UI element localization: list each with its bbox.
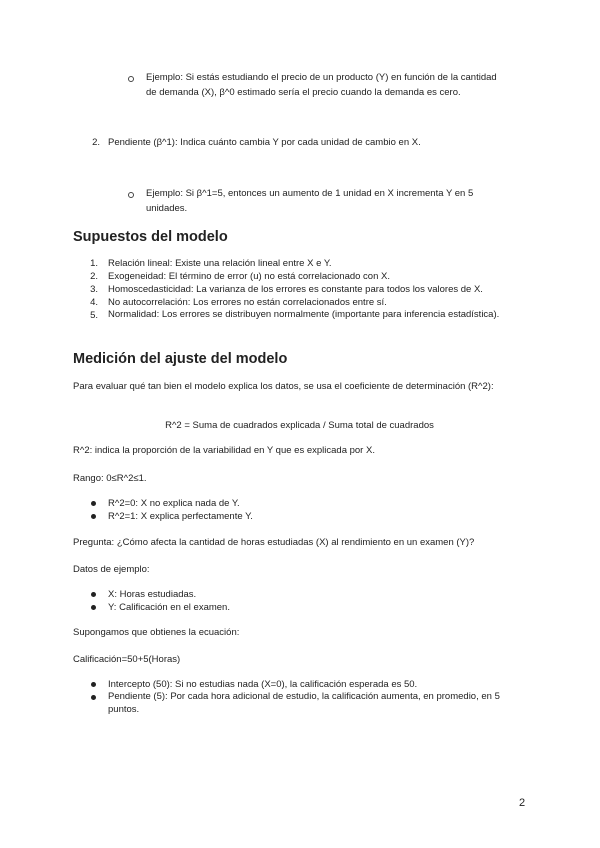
data-bullet: Y: Calificación en el examen. — [108, 602, 230, 613]
suppose-text: Supongamos que obtienes la ecuación: — [73, 627, 240, 638]
assumption-item: Exogeneidad: El término de error (u) no está correlacionado con X. — [108, 271, 390, 282]
circle-bullet-icon — [128, 76, 134, 82]
equation-text: Calificación=50+5(Horas) — [73, 654, 181, 665]
intercept-example-line2: de demanda (X), β^0 estimado sería el precio cuando la demanda es cero. — [146, 87, 461, 98]
fit-intro-paragraph: Para evaluar qué tan bien el modelo explica los datos, se usa el coeficiente de determinación (R^2): — [73, 381, 494, 392]
bullet-icon — [91, 682, 96, 687]
assumption-number: 3. — [90, 284, 98, 295]
r2-formula: R^2 = Suma de cuadrados explicada / Suma total de cuadrados — [165, 420, 434, 431]
r2-bullet: R^2=0: X no explica nada de Y. — [108, 498, 240, 509]
bullet-icon — [91, 514, 96, 519]
bullet-icon — [91, 501, 96, 506]
bullet-icon — [91, 605, 96, 610]
assumption-number: 5. — [90, 310, 98, 321]
interpretation-bullet: Pendiente (5): Por cada hora adicional de estudio, la calificación aumenta, en promedio, en 5 puntos. — [108, 691, 500, 715]
assumptions-heading: Supuestos del modelo — [73, 229, 228, 245]
assumption-item: Normalidad: Los errores se distribuyen normalmente (importante para inferencia estadística). — [108, 309, 500, 320]
r2-description: R^2: indica la proporción de la variabilidad en Y que es explicada por X. — [73, 445, 375, 456]
fit-heading: Medición del ajuste del modelo — [73, 351, 288, 367]
bullet-icon — [91, 695, 96, 700]
assumption-number: 4. — [90, 297, 98, 308]
page-number: 2 — [519, 797, 526, 809]
slope-item-text: Pendiente (β^1): Indica cuánto cambia Y por cada unidad de cambio en X. — [108, 137, 421, 148]
assumption-number: 1. — [90, 258, 98, 269]
slope-item-number: 2. — [92, 137, 100, 148]
intercept-example-line1: Ejemplo: Si estás estudiando el precio de un producto (Y) en función de la cantidad — [146, 72, 497, 83]
r2-range: Rango: 0≤R^2≤1. — [73, 473, 147, 484]
bullet-icon — [91, 592, 96, 597]
data-bullet: X: Horas estudiadas. — [108, 589, 197, 600]
r2-bullet: R^2=1: X explica perfectamente Y. — [108, 511, 253, 522]
slope-example-line1: Ejemplo: Si β^1=5, entonces un aumento de 1 unidad en X incrementa Y en 5 — [146, 188, 474, 199]
slope-example-line2: unidades. — [146, 203, 188, 214]
assumption-item: Homoscedasticidad: La varianza de los errores es constante para todos los valores de X. — [108, 284, 483, 295]
interpretation-bullet: Intercepto (50): Si no estudias nada (X=0), la calificación esperada es 50. — [108, 679, 418, 690]
data-example-title: Datos de ejemplo: — [73, 564, 150, 575]
question-text: Pregunta: ¿Cómo afecta la cantidad de horas estudiadas (X) al rendimiento en un examen (Y)? — [73, 537, 475, 548]
assumption-number: 2. — [90, 271, 98, 282]
assumption-item: No autocorrelación: Los errores no están correlacionados entre sí. — [108, 297, 387, 308]
circle-bullet-icon — [128, 192, 134, 198]
assumption-item: Relación lineal: Existe una relación lineal entre X e Y. — [108, 258, 332, 269]
